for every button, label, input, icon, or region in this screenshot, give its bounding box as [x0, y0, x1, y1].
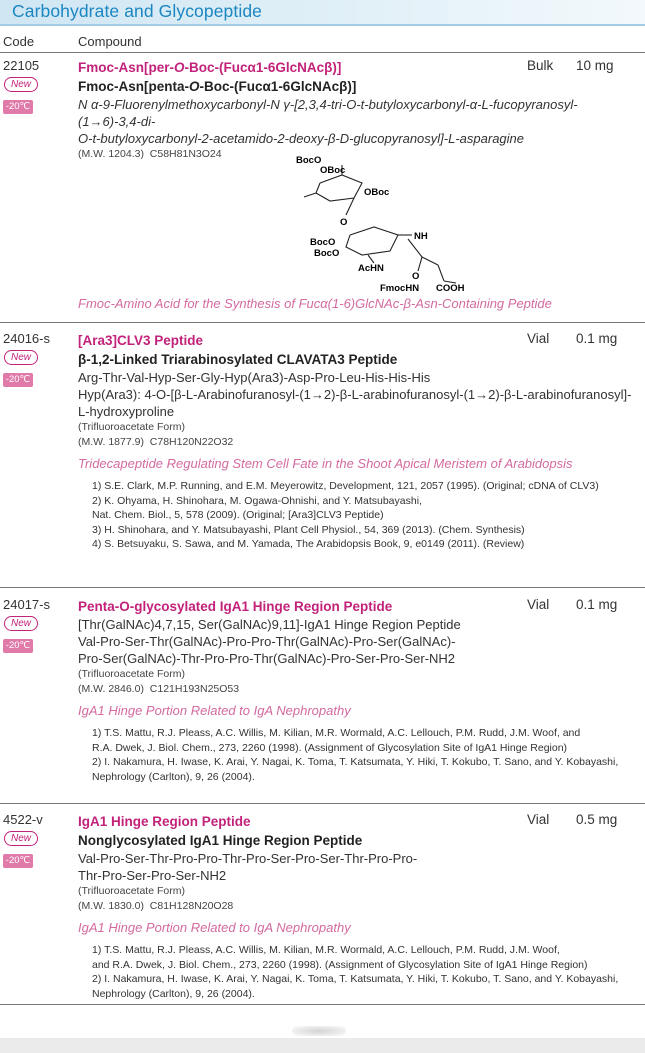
reference-item: R.A. Dwek, J. Biol. Chem., 273, 2260 (1998). (Assignment of Glycosylation Site of IgA1 Hinge Region) — [92, 741, 568, 754]
reference-item: Nephrology (Carlton), 9, 26 (2004). — [92, 770, 255, 783]
package-kind: Vial — [527, 812, 550, 827]
reference-item: and R.A. Dwek, J. Biol. Chem., 273, 2260 (1998). (Assignment of Glycosylation Site of IgA1 Hinge Region) — [92, 958, 588, 971]
reference-item: Nat. Chem. Biol., 5, 578 (2009). (Original; [Ara3]CLV3 Peptide) — [92, 509, 384, 521]
product-entry-22105 — [0, 58, 645, 316]
package-quantity: 10 mg — [576, 58, 614, 73]
struct-label: COOH — [436, 283, 465, 293]
struct-label: BocO — [310, 237, 336, 248]
new-badge: New — [4, 77, 38, 92]
entry-divider — [0, 587, 645, 588]
package-quantity: 0.1 mg — [576, 597, 618, 612]
column-code: Code — [3, 34, 35, 49]
package-kind: Bulk — [527, 58, 554, 73]
reference-item: 3) H. Shinohara, and Y. Matsubayashi, Plant Cell Physiol., 54, 369 (2013). (Chem. Synthesis) — [92, 523, 525, 536]
reference-item: 4) S. Betsuyaku, S. Sawa, and M. Yamada, The Arabidopsis Book, 9, e0149 (2011). (Review) — [92, 538, 525, 550]
product-code: 22105 — [3, 58, 40, 73]
storage-temp-badge: -20℃ — [3, 373, 33, 387]
new-badge: New — [4, 350, 38, 365]
entry-divider — [0, 322, 645, 323]
reference-list — [78, 726, 637, 784]
sequence-line-1: Val-Pro-Ser-Thr(GalNAc)-Pro-Pro-Thr(GalNAc)-Pro-Ser(GalNAc)- — [78, 634, 456, 649]
product-title[interactable]: Fmoc-Asn[per-O-Boc-(Fucα1-6GlcNAcβ)] — [78, 60, 342, 75]
sequence-line-2: Thr-Pro-Ser-Pro-Ser-NH2 — [78, 868, 227, 883]
product-body — [78, 597, 637, 784]
molecular-info: (M.W. 1204.3) C58H81N3O24 — [78, 148, 222, 160]
reference-list — [78, 479, 637, 552]
package-quantity: 0.1 mg — [576, 331, 618, 346]
struct-label: FmocHN — [380, 283, 420, 293]
product-subtitle: Fmoc-Asn[penta-O-Boc-(Fucα1-6GlcNAcβ)] — [78, 79, 357, 94]
section-banner — [0, 0, 645, 26]
product-title[interactable]: Penta-O-glycosylated IgA1 Hinge Region Peptide — [78, 599, 393, 614]
reference-item: 2) I. Nakamura, H. Iwase, K. Arai, Y. Nagai, K. Toma, T. Katsumata, Y. Hiki, T. Kokubo, T. Sano, and Y. Kobayashi, — [92, 973, 619, 985]
reference-item: 2) I. Nakamura, H. Iwase, K. Arai, Y. Nagai, K. Toma, T. Katsumata, Y. Hiki, T. Kokubo, T. Sano, and Y. Kobayashi, — [92, 756, 619, 768]
product-tagline: IgA1 Hinge Portion Related to IgA Nephropathy — [78, 703, 351, 718]
reference-item: 1) T.S. Mattu, R.J. Pleass, A.C. Willis, M. Kilian, M.R. Wormald, A.C. Lellouch, P.M. Rudd, J.M. Woof, — [92, 944, 560, 956]
product-body — [78, 58, 637, 162]
column-header — [0, 32, 645, 52]
product-code: 24017-s — [3, 597, 50, 612]
product-entry-24017-s — [0, 597, 645, 797]
product-body — [78, 812, 637, 1001]
struct-label: O — [412, 271, 420, 282]
salt-form: (Trifluoroacetate Form) — [78, 421, 185, 433]
sequence-line-2: Pro-Ser(GalNAc)-Thr-Pro-Pro-Thr(GalNAc)-Pro-Ser-Pro-Ser-NH2 — [78, 651, 456, 666]
header-rule — [0, 52, 645, 53]
product-subtitle: β-1,2-Linked Triarabinosylated CLAVATA3 Peptide — [78, 352, 398, 367]
product-code: 4522-v — [3, 812, 43, 827]
molecular-info: (M.W. 1830.0) C81H128N20O28 — [78, 900, 234, 912]
reference-item: Nephrology (Carlton), 9, 26 (2004). — [92, 987, 255, 1000]
molecular-info: (M.W. 2846.0) C121H193N25O53 — [78, 683, 240, 695]
entry-divider — [0, 803, 645, 804]
product-subtitle: [Thr(GalNAc)4,7,15, Ser(GalNAc)9,11]-IgA1 Hinge Region Peptide — [78, 617, 461, 632]
new-badge: New — [4, 831, 38, 846]
salt-form: (Trifluoroacetate Form) — [78, 885, 185, 897]
product-title[interactable]: [Ara3]CLV3 Peptide — [78, 333, 204, 348]
package-kind: Vial — [527, 331, 550, 346]
storage-temp-badge: -20℃ — [3, 100, 33, 114]
page-marker — [292, 1026, 346, 1036]
product-entry-4522-v — [0, 812, 645, 1002]
struct-label: BocO — [296, 155, 322, 166]
section-title: Carbohydrate and Glycopeptide — [12, 1, 263, 21]
struct-label: AcHN — [358, 263, 384, 274]
salt-form: (Trifluoroacetate Form) — [78, 668, 185, 680]
column-compound: Compound — [78, 34, 142, 49]
reference-item: 2) K. Ohyama, H. Shinohara, M. Ogawa-Ohnishi, and Y. Matsubayashi, — [92, 494, 422, 507]
storage-temp-badge: -20℃ — [3, 854, 33, 868]
product-tagline: Fmoc-Amino Acid for the Synthesis of Fucα(1-6)GlcNAc-β-Asn-Containing Peptide — [78, 296, 552, 311]
product-code: 24016-s — [3, 331, 50, 346]
sequence: Arg-Thr-Val-Hyp-Ser-Gly-Hyp(Ara3)-Asp-Pro-Leu-His-His-His — [78, 370, 431, 385]
sequence-line-1: Val-Pro-Ser-Thr-Pro-Pro-Thr-Pro-Ser-Pro-Ser-Thr-Pro-Pro- — [78, 851, 418, 866]
reference-list — [78, 943, 637, 1001]
package-kind: Vial — [527, 597, 550, 612]
struct-label: OBoc — [320, 165, 346, 176]
struct-label: NH — [414, 231, 428, 242]
product-entry-24016-s — [0, 331, 645, 583]
chemical-name-line-2: O-t-butyloxycarbonyl-2-acetamido-2-deoxy-β-D-glucopyranosyl]-L-asparagine — [78, 131, 524, 146]
package-quantity: 0.5 mg — [576, 812, 618, 827]
structure-diagram — [250, 153, 470, 293]
reference-item: 1) T.S. Mattu, R.J. Pleass, A.C. Willis, M. Kilian, M.R. Wormald, A.C. Lellouch, P.M. Rudd, J.M. Woof, and — [92, 727, 581, 739]
product-subtitle: Nonglycosylated IgA1 Hinge Region Peptide — [78, 833, 363, 848]
molecular-info: (M.W. 1877.9) C78H120N22O32 — [78, 436, 234, 448]
storage-temp-badge: -20℃ — [3, 639, 33, 653]
product-body — [78, 331, 637, 552]
struct-label: OBoc — [364, 187, 390, 198]
product-title[interactable]: IgA1 Hinge Region Peptide — [78, 814, 251, 829]
reference-item: 1) S.E. Clark, M.P. Running, and E.M. Meyerowitz, Development, 121, 2057 (1995). (Original; cDNA of CLV3) — [92, 480, 599, 492]
product-tagline: IgA1 Hinge Portion Related to IgA Nephropathy — [78, 920, 351, 935]
chemical-name-line-1: N α-9-Fluorenylmethoxycarbonyl-N γ-[2,3,4-tri-O-t-butyloxycarbonyl-α-L-fucopyranosyl-(1→6)-3,4-di- — [78, 97, 578, 129]
hyp-definition-line-1: Hyp(Ara3): 4-O-[β-L-Arabinofuranosyl-(1→2)-β-L-arabinofuranosyl-(1→2)-β-L-arabinofuranosyl]- — [78, 387, 632, 402]
struct-label: O — [340, 217, 348, 228]
struct-label: BocO — [314, 248, 340, 259]
product-tagline: Tridecapeptide Regulating Stem Cell Fate in the Shoot Apical Meristem of Arabidopsis — [78, 456, 573, 471]
entry-divider — [0, 1004, 645, 1005]
hyp-definition-line-2: L-hydroxyproline — [78, 404, 175, 419]
page-footer-band — [0, 1038, 645, 1053]
new-badge: New — [4, 616, 38, 631]
